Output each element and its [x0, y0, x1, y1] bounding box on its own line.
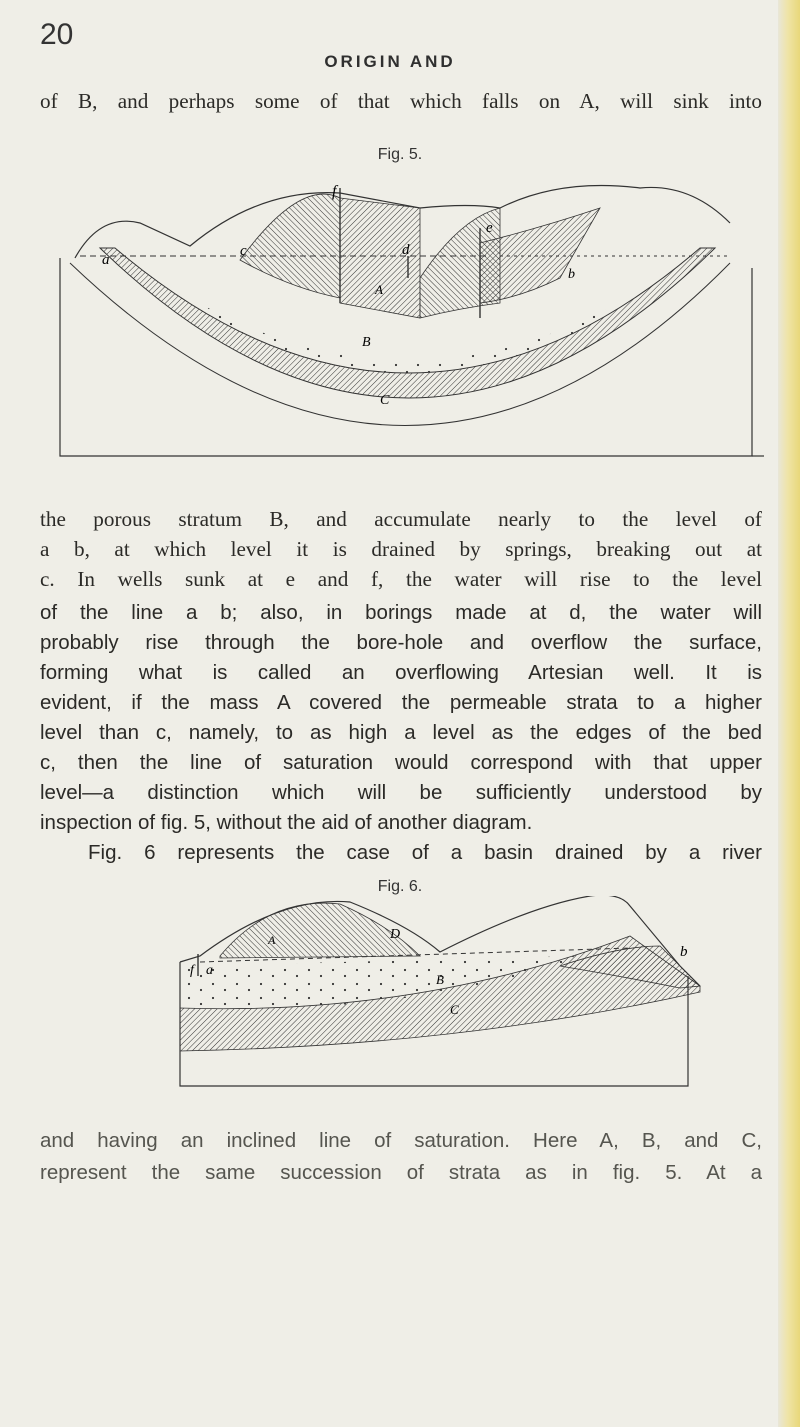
text-line: level—a distinction which will be sufficiently understood by [40, 781, 762, 804]
text-line: a b, at which level it is drained by springs, breaking out at [40, 537, 762, 561]
fig5-mass-a [240, 194, 340, 298]
running-head: ORIGIN AND [324, 52, 456, 71]
text-line: represent the same succession of strata as in fig. 5. At a [40, 1161, 762, 1184]
fig5-label-b: b [568, 267, 575, 282]
fig6-label-d: D [390, 927, 401, 942]
text-line: the porous stratum B, and accumulate nearly to the level of [40, 507, 762, 531]
fig5-label-e: e [486, 220, 493, 236]
text-line: and having an inclined line of saturation. Here A, B, and C, [40, 1129, 762, 1152]
text-line: inspection of fig. 5, without the aid of another diagram. [40, 811, 533, 834]
fig5-label-f: f [332, 183, 337, 200]
fig5-caption: Fig. 5. [377, 146, 423, 163]
fig6-label-f: f [190, 963, 194, 978]
fig6-label-c-stratum: C [450, 1002, 459, 1017]
fig5-label-a: a [102, 252, 110, 268]
page-number: 20 [40, 18, 74, 51]
text-line: c. In wells sunk at e and f, the water will rise to the level [40, 567, 762, 591]
fig5-label-c: c [240, 243, 247, 259]
fig6-label-b-stratum: B [436, 972, 444, 987]
text-line: of B, and perhaps some of that which falls on A, will sink into [40, 89, 762, 113]
page-edge [778, 0, 800, 1427]
text-line: probably rise through the bore-hole and overflow the surface, [40, 631, 762, 654]
text-line: of the line a b; also, in borings made at d, the water will [40, 601, 762, 624]
text-line: forming what is called an overflowing Artesian well. It is [40, 661, 762, 684]
fig6-caption: Fig. 6. [377, 878, 423, 895]
text-line: evident, if the mass A covered the permeable strata to a higher [40, 691, 762, 714]
fig6-label-b: b [680, 944, 688, 960]
text-line: level than c, namely, to as high a level as the edges of the bed [40, 721, 762, 744]
fig5-label-a-mass: A [375, 282, 383, 297]
text-line: c, then the line of saturation would correspond with that upper [40, 751, 762, 774]
fig5-label-d: d [402, 242, 410, 258]
text-line: Fig. 6 represents the case of a basin drained by a river [88, 841, 762, 864]
fig5-label-c-stratum: C [380, 393, 390, 408]
fig5-label-b-stratum: B [362, 335, 371, 350]
fig6-label-a: a [206, 963, 213, 978]
fig6-label-a-mass: A [268, 933, 276, 947]
fig6-diagram [160, 896, 720, 1096]
fig5-diagram [40, 168, 780, 500]
